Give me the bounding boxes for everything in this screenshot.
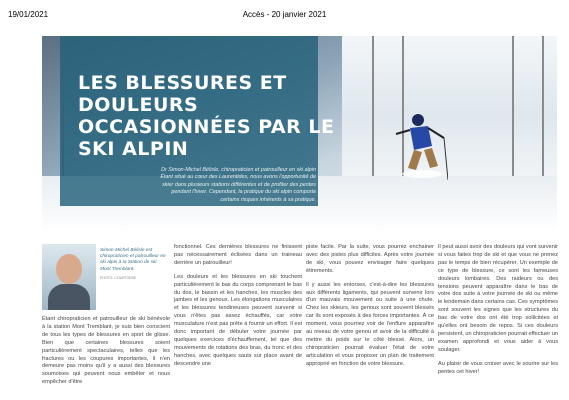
article-deck: Dr Simon-Michel Bélisle, chiropraticien et patrouilleur en ski alpin Étant situé au cœur des Laurentides, nous avons l'opportunité de skier dans plusieurs stations différentes et de profiter des pentes pendant l'hiver. Cependant, la pratique du ski alpin comporte certains risques inhérents à sa pratique. <box>160 167 316 203</box>
col2-paragraph-2: Les douleurs et les blessures en ski touchent particulièrement le bas du corps comprenant le bas du dos, le bassin et les hanches, les muscles des jambes et les genoux. Les élongations musculaires et les blessures tendineuses peuvent survenir si vous n'êtes pas assez échauffés, car votre musculature n'est pas prête à fournir un effort. Il est donc important de débuter votre journée par quelques exercices d'échauffement, tel que des mouvements de rotations des bras, du tronc et des hanches, avec quelques sauts sur place avant de descendre une <box>174 273 302 367</box>
column-4 <box>438 244 558 383</box>
photo-credit: PHOTO: COURTOISIE <box>100 275 136 280</box>
print-date: 19/01/2021 <box>8 10 49 19</box>
col4-paragraph-1: Il peut aussi avoir des douleurs qui vont survenir si vous faites trop de ski et que vous ne prenez pas le temps de bien récupérer. Un exemple de ce type de blessure, ce sont les fameuses douleurs lombaires. Des raideurs ou des tensions peuvent apparaître dans le bas de votre dos suite à votre journée de ski ou même le lendemain dans certains cas. Ces symptômes sont souvent les signes que les structures du bas de votre dos ont été trop sollicitées et qu'elles ont besoin de repos. Si ces douleurs persistent, un chiropraticien pourrait effectuer un examen approfondi et vous aider à vous soulager. <box>438 244 559 353</box>
skier-figure <box>388 110 448 180</box>
column-1 <box>42 316 170 393</box>
col4-paragraph-2: Au plaisir de vous croiser avec le sourire sur les pentes cet hiver! <box>438 360 558 375</box>
col3-paragraph-1: piste facile. Par la suite, vous pourrez enchainer avec des pistes plus difficiles. Après votre journée de ski, vous pouvez envisager faire quelques étirements. <box>306 244 434 274</box>
col1-paragraph: Étant chiropraticien et patrouilleur de ski bénévole à la station Mont Tremblant, je suis bien conscient de tous les types de blessures en sport de glisse. Bien que certaines blessures soient particulièrement spectaculaires, telles que les fractures ou les coupures importantes, il n'en demeure pas moins qu'il y a aussi des blessures soumoises qui peuvent nous embêter et nous empêcher d'être <box>42 316 170 386</box>
publication-line: Accès - 20 janvier 2021 <box>242 10 327 19</box>
caption-text: Simon-Michel Bélisle est chiropraticien et patrouilleur en ski alpin à la Station de ski Mont Tremblant. <box>100 248 166 272</box>
article-title: LES BLESSURES ET DOULEURS OCCASIONNÉES PAR LE SKI ALPIN <box>78 72 335 160</box>
column-3 <box>306 244 434 375</box>
page-header <box>0 0 569 26</box>
column-2 <box>174 244 302 375</box>
photo-caption <box>100 248 168 281</box>
col2-paragraph-1: fonctionnel. Ces dernières blessures ne finissent pas nécessairement éclisées dans un traineau derrière un patrouilleur! <box>174 244 302 266</box>
author-photo <box>42 244 96 310</box>
col3-paragraph-2: Il y aussi les entorses, c'est-à-dire les blessures aux différents ligaments, qui peuvent survenir lors d'un mauvais mouvement ou suite à une chute. Chez les skieurs, les genoux sont souvent blessés car ils sont exposés à des forces importantes. À ce moment, vous pourriez voir de l'enflure apparaître au niveau de votre genou et avoir de la difficulté à mettre du poids sur le côté blessé. Alors, un chiropraticien pourrait évaluer l'état de votre articulation et vous proposer un plan de traitement approprié en fonction de votre blessure. <box>306 281 434 367</box>
